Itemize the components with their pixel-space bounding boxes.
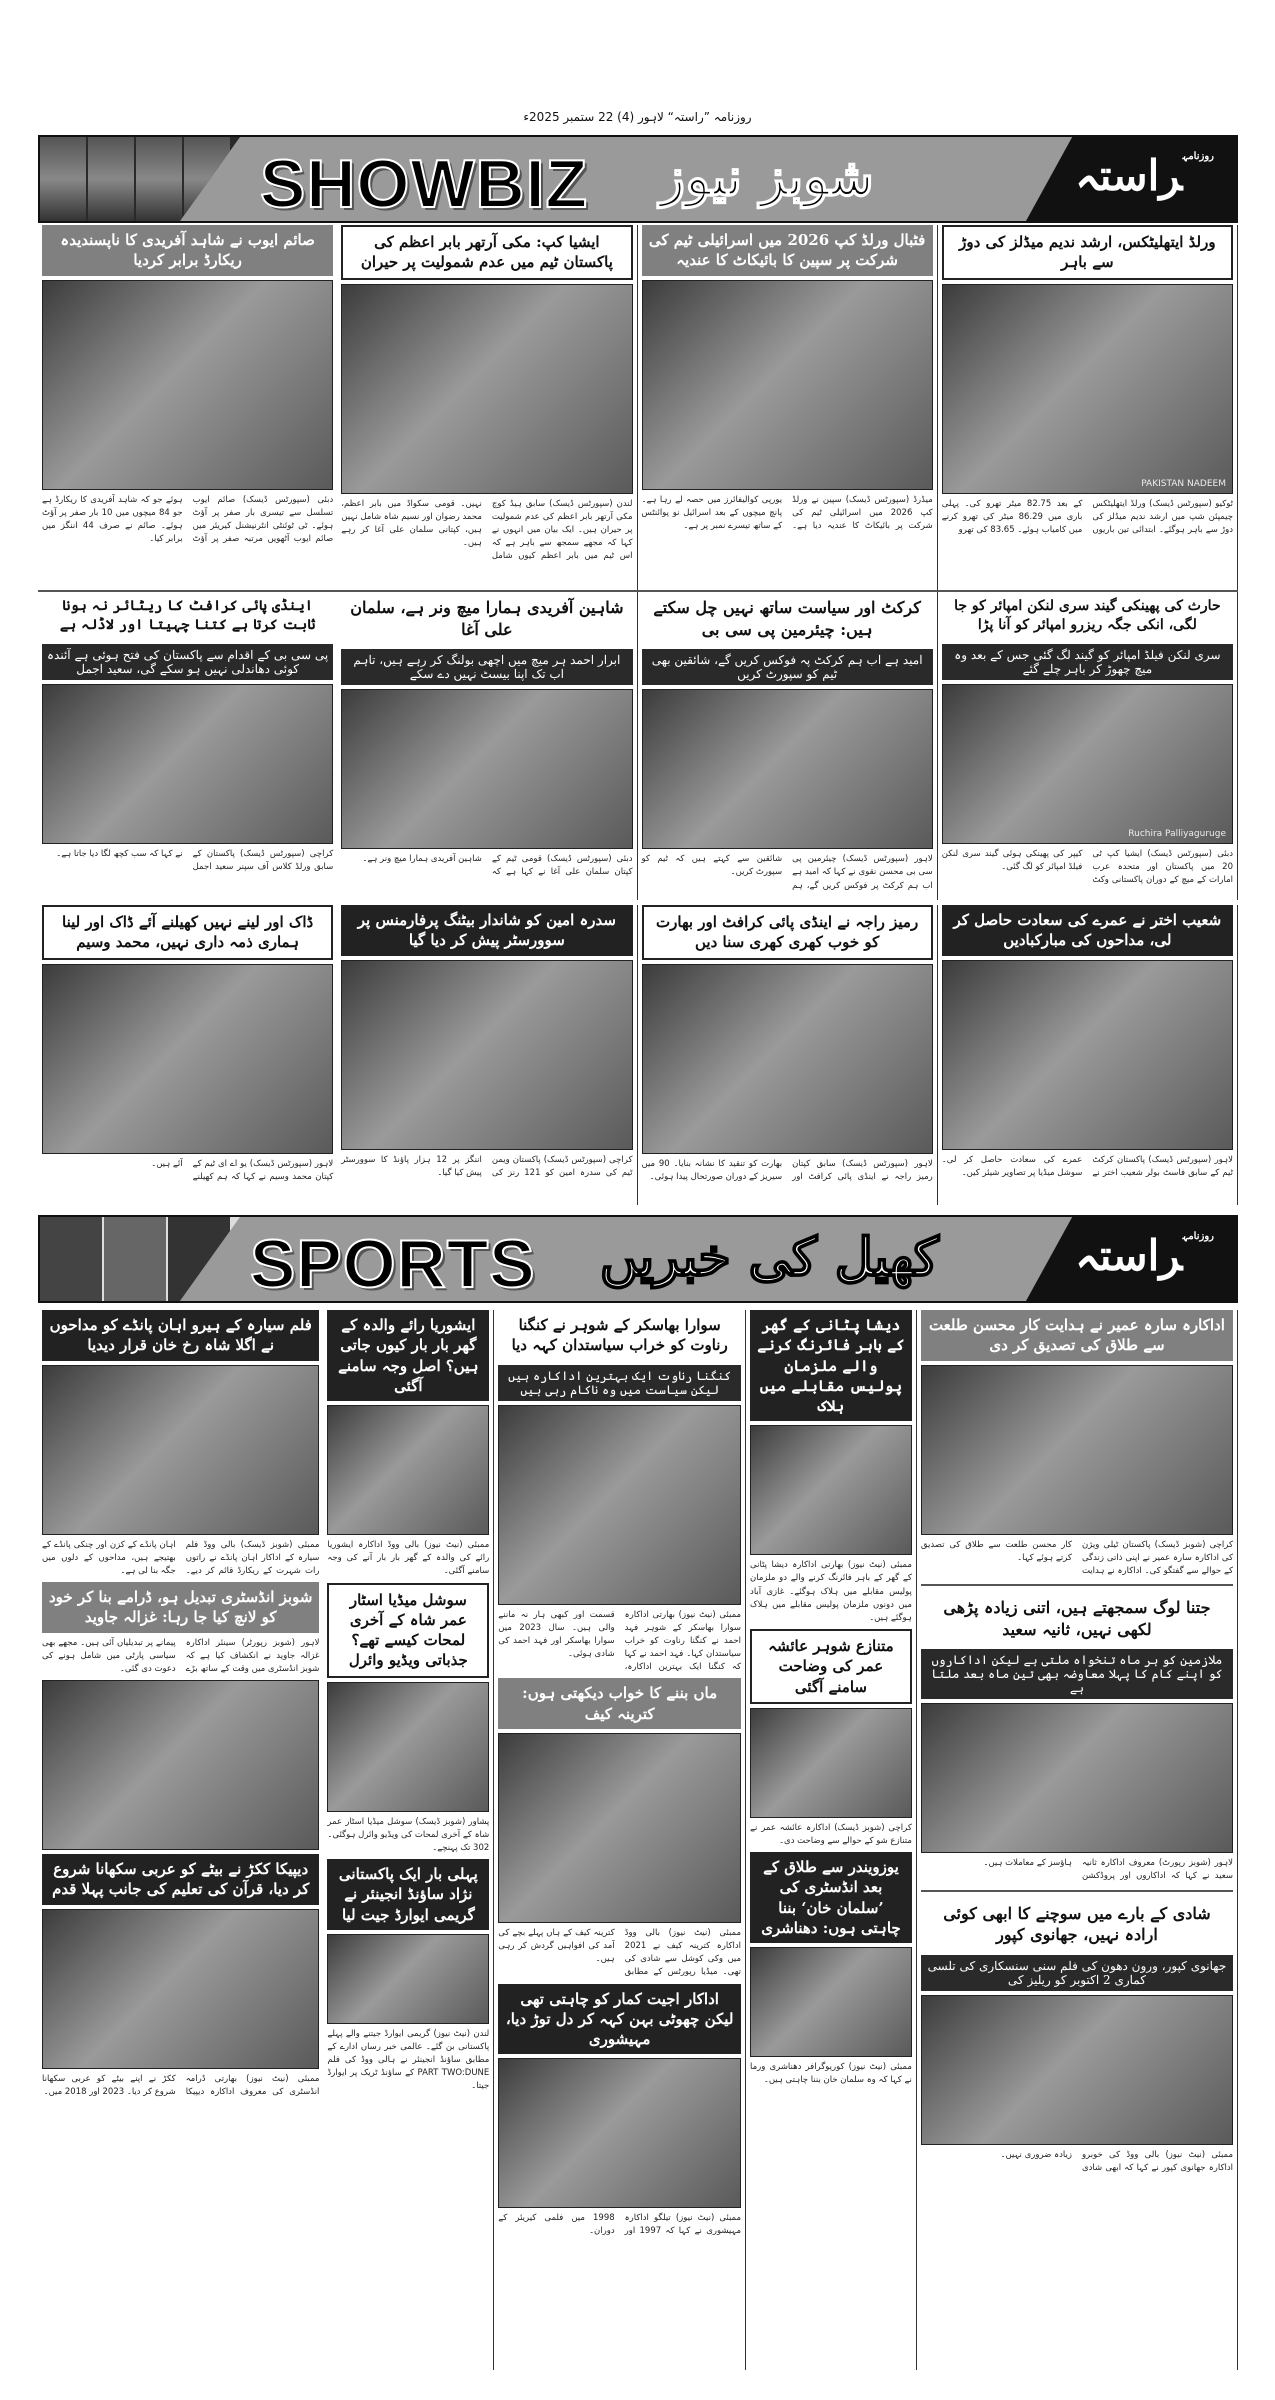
article-body: ممبئی (نیٹ نیوز) بالی ووڈ اداکارہ کترینہ کیف نے 2021 میں وکی کوشل سے شادی کی تھی۔ میڈیا رپورٹس کے مطابق کترینہ کیف کے ہاں پہلے بچے کی آمد کی افواہیں گردش کر رہی ہیں۔ (498, 1927, 742, 1978)
article-body: ممبئی (نیٹ نیوز) بھارتی ڈرامہ انڈسٹری کی معروف اداکارہ دیپیکا ککڑ نے اپنے بیٹے کو عربی سکھانا شروع کر دیا۔ 2023 اور 2018 میں۔ (41, 2073, 320, 2097)
headline: حارث کی پھینکی گیند سری لنکن امپائر کو جا لگی، انکی جگہ ریزرو امپائر کو آنا پڑا (954, 598, 1221, 633)
newspaper-logo: $^{روزنامہ}$راستہ (1075, 1231, 1214, 1280)
headline: رمیز راجہ نے اینڈی پائی کرافٹ اور بھارت کو خوب کھری کھری سنا دیں (642, 905, 933, 960)
article-body: دبئی (سپورٹس ڈیسک) قومی ٹیم کے کپتان سلمان علی آغا نے کہا ہے کہ شاہین آفریدی ہمارا میچ ونر ہے۔ (362, 854, 633, 878)
article-body: لاہور (سپورٹس ڈیسک) یو اے ای ٹیم کے کپتان محمد وسیم نے کہا کہ ہم کھیلنے آئے ہیں۔ (151, 1158, 334, 1182)
article-sidra-amin (337, 905, 637, 1205)
article-photo (498, 1405, 741, 1605)
article-photo (42, 684, 333, 844)
article-photo (642, 689, 933, 849)
subheadline: ملازمین کو ہر ماہ تنخواہ ملتی ہے لیکن اداکاروں کو اپنے کام کا پہلا معاوضہ بھی تین ماہ بعد ملتا ہے (921, 1649, 1233, 1699)
headline: صائم ایوب نے شاہد آفریدی کا ناپسندیدہ ریکارڈ برابر کردیا (42, 225, 333, 276)
headline: اینڈی پائی کرافٹ کا ریٹائر نہ ہونا ثابت کرتا ہے کتنا چہیتا اور لاڈلہ ہے (59, 598, 316, 633)
headline: دیشا پٹانی کے گھر کے باہر فائرنگ کرنے والے ملزمان پولیس مقابلے میں ہلاک (750, 1310, 912, 1421)
news-row-2 (38, 590, 1238, 900)
article-body: لندن (سپورٹس ڈیسک) سابق ہیڈ کوچ مکی آرتھر بابر اعظم کی عدم شمولیت پر حیران ہیں۔ ایک بیان میں انہوں نے کہا کہ مجھے سمجھ سے باہر ہے کہ اس ٹیم میں بابر اعظم کیوں شامل نہیں۔ قومی سکواڈ میں بابر اعظم، محمد رضوان اور نسیم شاہ شامل نہیں ہیں، کپتانی سلمان علی آغا کر رہے ہیں۔ (341, 498, 633, 562)
subheadline: ابرار احمد ہر میچ میں اچھی بولنگ کر رہے ہیں، تاہم اب تک اپنا بیسٹ نہیں دے سکے (341, 649, 632, 685)
headline: پہلی بار ایک پاکستانی نژاد ساؤنڈ انجینئر نے گریمی ایوارڈ جیت لیا (327, 1859, 489, 1930)
headline: سوشل میڈیا اسٹار عمر شاہ کے آخری لمحات کیسے تھے؟ جذباتی ویڈیو وائرل (327, 1583, 489, 1678)
headline: سوارا بھاسکر کے شوہر نے کنگنا رناوت کو خراب سیاستدان کہہ دیا (511, 1316, 728, 1355)
article-photo: Ruchira Palliyaguruge (942, 684, 1233, 844)
subheadline: سری لنکن فیلڈ امپائر کو گیند لگ گئی جس کے بعد وہ میچ چھوڑ کر باہر چلے گئے (942, 644, 1233, 680)
article-photo (750, 1708, 912, 1818)
article-mickey-arthur (337, 225, 637, 595)
headline: اداکارہ سارہ عمیر نے ہدایت کار محسن طلعت سے طلاق کی تصدیق کر دی (921, 1310, 1233, 1361)
article-body: لندن (نیٹ نیوز) گریمی ایوارڈ جیتنے والے پہلے پاکستانی بن گئے۔ عالمی خبر رساں ادارے کے مطابق ساؤنڈ انجینئر نے ہالی ووڈ کی فلم PART TWO:DUNE کے ساؤنڈ ٹریک پر ایوارڈ جیتا۔ (327, 2028, 490, 2092)
article-body: کراچی (شوبز ڈیسک) پاکستان ٹیلی ویژن کی اداکارہ سارہ عمیر نے اپنی ذاتی زندگی کے حوالے سے گفتگو کی۔ اداکارہ نے ہدایت کار محسن طلعت سے طلاق کی تصدیق کرتے ہوئے کہا۔ (920, 1539, 1233, 1576)
headline: ڈاک اور لینے نہیں کھیلنے آئے ڈاک اور لینا ہماری ذمہ داری نہیں، محمد وسیم (42, 905, 333, 960)
article-muhammad-waseem (38, 905, 337, 1205)
banner-english-title: SPORTS (250, 1226, 536, 1302)
headline: جتنا لوگ سمجھتے ہیں، اتنی زیادہ پڑھی لکھی نہیں، ثانیہ سعید (943, 1598, 1211, 1639)
headline: اداکار اجیت کمار کو چاہتی تھی لیکن چھوٹی بہن کہہ کر دل توڑ دیا، مہیشوری (498, 1984, 741, 2055)
article-body: کراچی (سپورٹس ڈیسک) پاکستان ویمن ٹیم کی سدرہ امین کو 121 رنز کی اننگز پر 12 ہزار پاؤنڈ کا سوورسٹر پیش کیا گیا۔ (341, 1154, 633, 1178)
article-photo (341, 284, 632, 494)
headline: فلم سیارہ کے ہیرو اہان پانڈے کو مداحوں نے اگلا شاہ رخ خان قرار دیدیا (42, 1310, 319, 1361)
newspaper-logo: $^{روزنامہ}$راستہ (1075, 151, 1214, 200)
headline: شوبز انڈسٹری تبدیل ہو، ڈرامے بنا کر خود کو لانچ کیا جا رہا: غزالہ جاوید (42, 1582, 319, 1633)
headline: کرکٹ اور سیاست ساتھ نہیں چل سکتے ہیں: چیئرمین پی سی بی (653, 598, 921, 639)
article-photo (750, 1425, 912, 1555)
headline: شعیب اختر نے عمرے کی سعادت حاصل کر لی، مداحوں کی مبارکبادیں (942, 905, 1233, 956)
article-photo (42, 1365, 319, 1535)
article-arshad-nadeem (938, 225, 1238, 595)
banner-english-title: SHOWBIZ (260, 146, 589, 222)
article-body: دبئی (سپورٹس ڈیسک) صائم ایوب تسلسل سے تیسری بار صفر پر آؤٹ ہوئے۔ ٹی ٹوئنٹی انٹرنیشنل کیریئر میں صائم ایوب آٹھویں مرتبہ صفر پر آؤٹ ہوئے جو کہ شاہد آفریدی کا ریکارڈ ہے جو 84 میچوں میں 10 بار صفر پر آؤٹ ہوئے۔ صائم نے صرف 44 اننگز میں برابر کیا۔ (42, 494, 334, 545)
article-photo (642, 280, 933, 490)
article-body: کراچی (سپورٹس ڈیسک) پاکستان کے سابق ورلڈ کلاس آف سپنر سعید اجمل نے کہا کہ سب کچھ لگا دیا جاتا ہے۔ (56, 848, 334, 872)
article-photo (942, 960, 1233, 1150)
column-2 (746, 1310, 917, 2370)
article-photo (642, 964, 933, 1154)
article-body: لاہور (شوبز رپورٹر) سینئر اداکارہ غزالہ جاوید نے انکشاف کیا ہے کہ شوبز انڈسٹری میں وقت کے ساتھ بڑے پیمانے پر تبدیلیاں آئی ہیں۔ مجھے بھی سیاسی پارٹی میں شامل ہونے کی دعوت دی گئی۔ (41, 1637, 320, 1674)
article-photo (921, 1995, 1233, 2145)
banner-urdu-title: شوبز نیوز (660, 147, 874, 208)
article-photo (327, 1934, 489, 2024)
headline: فٹبال ورلڈ کپ 2026 میں اسرائیلی ٹیم کی شرکت پر سپین کا بائیکاٹ کا عندیہ (642, 225, 933, 276)
news-row-3 (38, 905, 1238, 1205)
article-body: لاہور (سپورٹس ڈیسک) چیئرمین پی سی بی محسن نقوی نے کہا کہ امید ہے اب ہم کرکٹ پر فوکس کریں گے، ہم شائقین سے کہتے ہیں کہ ٹیم کو سپورٹ کریں۔ (641, 854, 933, 891)
subheadline: کنگنا رناوت ایک بہترین اداکارہ ہیں لیکن سیاست میں وہ ناکام رہی ہیں (498, 1365, 741, 1401)
article-photo (921, 1365, 1233, 1535)
article-photo (42, 1909, 319, 2069)
article-photo (498, 1733, 741, 1923)
entertainment-section (38, 1310, 1238, 2370)
article-body: میڈرڈ (سپورٹس ڈیسک) سپین نے ورلڈ کپ 2026 میں اسرائیلی ٹیم کی شرکت پر بائیکاٹ کا عندیہ دیا ہے۔ یورپی کوالیفائرز میں حصہ لے رہا ہے۔ پانچ میچوں کے بعد اسرائیل نو پوائنٹس کے ساتھ تیسرے نمبر پر ہے۔ (641, 494, 933, 531)
column-1 (917, 1310, 1238, 2370)
article-photo (750, 1947, 912, 2057)
banner-faces-image (40, 137, 230, 221)
article-photo (42, 1680, 319, 1850)
article-saim-ayub (38, 225, 337, 595)
article-spain-boycott (638, 225, 938, 595)
dateline: روزنامہ ”راستہ“ لاہور (4) 22 ستمبر 2025ء (523, 110, 752, 124)
article-body: ممبئی (نیٹ نیوز) بھارتی اداکارہ دیشا پٹانی کے گھر کے باہر فائرنگ کرنے والے دو ملزمان پولیس مقابلے میں ہلاک ہوگئے۔ غازی آباد میں دونوں ملزمان پولیس مقابلے میں ہلاک ہوگئے ہیں۔ (750, 1560, 912, 1623)
article-body: ممبئی (نیٹ نیوز) بالی ووڈ اداکارہ ایشوریا رائے کی والدہ کے گھر بار بار آنے کی وجہ سامنے آگئی۔ (327, 1540, 490, 1577)
sports-banner (38, 1215, 1238, 1303)
article-photo (341, 689, 632, 849)
article-body: دبئی (سپورٹس ڈیسک) ایشیا کپ ٹی 20 میں پاکستان اور متحدہ عرب امارات کے میچ کے دوران پاکستانی وکٹ کیپر کی پھینکی ہوئی گیند سری لنکن فیلڈ امپائر کو لگ گئی۔ (941, 848, 1233, 886)
subheadline: امید ہے اب ہم کرکٹ پہ فوکس کریں گے، شائقین بھی ٹیم کو سپورٹ کریں (642, 649, 933, 685)
article-shoaib-akhtar (938, 905, 1238, 1205)
news-row-1 (38, 225, 1238, 595)
headline: متنازع شوہر عائشہ عمر کی وضاحت سامنے آگئی (750, 1629, 912, 1704)
article-photo (921, 1703, 1233, 1853)
article-photo (327, 1405, 489, 1535)
article-photo (327, 1682, 489, 1812)
article-umpire-hit (938, 592, 1238, 900)
article-body: ممبئی (نیٹ نیوز) بھارتی اداکارہ سوارا بھاسکر کے شوہر فہد احمد نے کنگنا رناوت کو خراب سیاستدان کہا۔ فہد احمد نے کہا کہ کنگنا ایک بہترین اداکارہ، قسمت اور کبھی ہار نہ ماننے والی ہیں۔ سال 2023 میں سوارا بھاسکر اور فہد احمد کی شادی ہوئی۔ (498, 1609, 742, 1673)
headline: ایشیا کپ: مکی آرتھر بابر اعظم کی پاکستان ٹیم میں عدم شمولیت پر حیران (341, 225, 632, 280)
headline: ورلڈ ایتھلیٹکس، ارشد ندیم میڈلز کی دوڑ سے باہر (942, 225, 1233, 280)
headline: ماں بننے کا خواب دیکھتی ہوں: کترینہ کیف (498, 1678, 741, 1729)
article-body: ٹوکیو (سپورٹس ڈیسک) ورلڈ ایتھلیٹکس چیمپئن شپ میں ارشد ندیم میڈلز کی دوڑ سے باہر ہوگئے۔ ابتدائی تین باریوں کے بعد 82.75 میٹر تھرو کی۔ پہلی باری میں 86.29 میٹر کی تھرو کرنے میں کامیاب ہوئے۔ 83.65 کی تھرو (941, 498, 1233, 535)
article-photo (341, 960, 632, 1150)
column-5 (38, 1310, 323, 2370)
headline: شاہین آفریدی ہمارا میچ ونر ہے، سلمان علی آغا (350, 598, 624, 639)
article-ramiz-raja (638, 905, 938, 1205)
headline: دیپیکا ککڑ نے بیٹے کو عربی سکھانا شروع کر دیا، قرآن کی تعلیم کی جانب پہلا قدم (42, 1854, 319, 1905)
headline: یوزویندر سے طلاق کے بعد انڈسٹری کی ’سلمان خان‘ بننا چاہتی ہوں: دھناشری (750, 1852, 912, 1943)
article-body: پشاور (شوبز ڈیسک) سوشل میڈیا اسٹار عمر شاہ کے آخری لمحات کی ویڈیو وائرل ہوگئی۔ 302 تک پہنچے۔ (327, 1816, 490, 1853)
subheadline: جھانوی کپور، ورون دھون کی فلم سنی سنسکاری کی تلسی کماری 2 اکتوبر کو ریلیز کی (921, 1955, 1233, 1991)
banner-urdu-title: کھیل کی خبریں (600, 1227, 939, 1288)
article-body: ممبئی (نیٹ نیوز) تیلگو اداکارہ مہیشوری نے کہا کہ 1997 اور 1998 میں فلمی کیریئر کے دوران۔ (498, 2213, 742, 2237)
article-body: لاہور (سپورٹس ڈیسک) پاکستان کرکٹ ٹیم کے سابق فاسٹ بولر شعیب اختر نے عمرے کی سعادت حاصل کر لی۔ سوشل میڈیا پر تصاویر شیئر کیں۔ (941, 1154, 1233, 1178)
headline: شادی کے بارے میں سوچنے کا ابھی کوئی ارادہ نہیں، جھانوی کپور (943, 1903, 1211, 1945)
article-photo (42, 280, 333, 490)
headline: سدرہ امین کو شاندار بیٹنگ پرفارمنس پر سوورسٹر پیش کر دیا گیا (341, 905, 632, 956)
article-photo (498, 2058, 741, 2208)
column-4 (323, 1310, 494, 2370)
article-body: ممبئی (شوبز ڈیسک) بالی ووڈ فلم سیارہ کے اداکار اہان پانڈے نے راتوں رات شہرت کے ریکارڈ قائم کر دیے۔ اہان پانڈے کے کزن اور چنکی پانڈے کے بھتیجے ہیں، مداحوں کے دلوں میں جگہ بنا لی ہے۔ (41, 1539, 320, 1576)
article-body: ممبئی (نیٹ نیوز) کوریوگرافر دھناشری ورما نے کہا کہ وہ سلمان خان بننا چاہتی ہیں۔ (750, 2062, 912, 2086)
article-photo (42, 964, 333, 1154)
banner-athletes-image (40, 1217, 230, 1301)
article-body: ممبئی (نیٹ نیوز) بالی ووڈ کی خوبرو اداکارہ جھانوی کپور نے کہا کہ ابھی شادی زیادہ ضروری نہیں۔ (1000, 2149, 1233, 2173)
headline: ایشوریا رائے والدہ کے گھر بار بار کیوں جاتی ہیں؟ اصل وجہ سامنے آگئی (327, 1310, 489, 1401)
subheadline: پی سی بی کے اقدام سے پاکستان کی فتح ہوئی ہے آئندہ کوئی دھاندلی نہیں ہو سکے گی، سعید اجمل (42, 644, 333, 680)
article-photo: PAKISTAN NADEEM (942, 284, 1233, 494)
article-body: کراچی (شوبز ڈیسک) اداکارہ عائشہ عمر نے متنازع شو کے حوالے سے وضاحت دی۔ (750, 1822, 912, 1847)
article-pcb-chairman (638, 592, 938, 900)
article-pycroft (38, 592, 337, 900)
article-body: لاہور (سپورٹس ڈیسک) سابق کپتان رمیز راجہ نے اینڈی پائی کرافٹ اور بھارت کو تنقید کا نشانہ بنایا۔ 90 میں سیریز کے دوران صورتحال پیدا ہوئی۔ (641, 1158, 933, 1182)
column-3 (494, 1310, 746, 2370)
showbiz-banner (38, 135, 1238, 223)
article-body: لاہور (شوبز رپورٹ) معروف اداکارہ ثانیہ سعید نے کہا کہ اداکاروں اور پروڈکشن ہاؤسز کے معاملات ہیں۔ (983, 1858, 1233, 1882)
article-shaheen-afridi (337, 592, 637, 900)
